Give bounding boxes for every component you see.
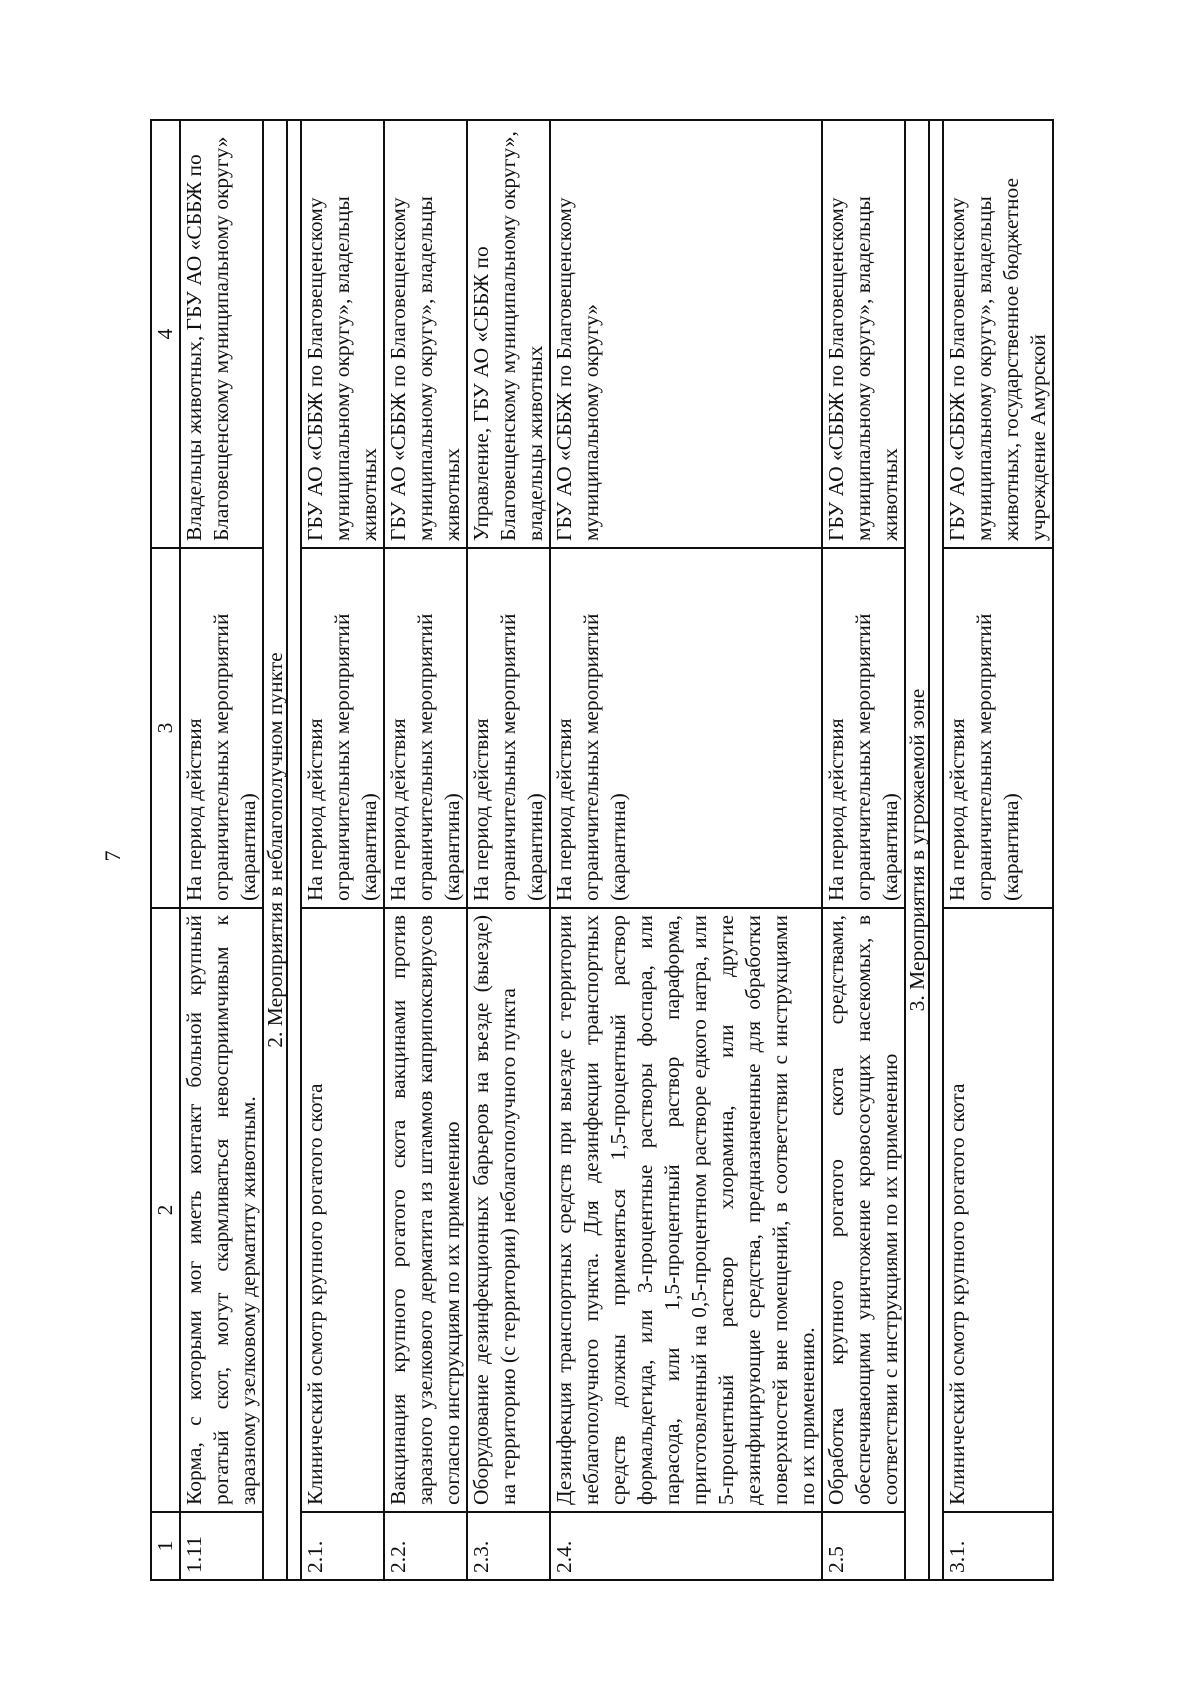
responsible-parties: ГБУ АО «СББЖ по Благовещенскому муниципальному округу», владельцы животных [301, 120, 384, 548]
row-number: 2.5 [822, 1512, 905, 1580]
table-header-row [151, 120, 180, 1580]
responsible-parties: ГБУ АО «СББЖ по Благовещенскому муниципальному округу», владельцы животных, государственное бюджетное учреждение Амурской [943, 120, 1053, 548]
column-header-4: 4 [151, 120, 180, 548]
row-number: 2.1. [301, 1512, 384, 1580]
measure-term: На период действия ограничительных мероприятий (карантина) [301, 548, 384, 908]
table-row [301, 120, 384, 1580]
measure-description: Дезинфекция транспортных средств при выезде с территории неблагополучного пункта. Для дезинфекции транспортных средств должны применяться 1,5-процентный раствор формальдегида, или 3-процентные растворы фоспара, или парасода, или 1,5-процентный раствор параформа, приготовленный на 0,5-процентном растворе едкого натра, или 5-процентный раствор хлорамина, или другие дезинфицирующие средства, предназначенные для обработки поверхностей вне помещений, в соответствии с инструкциями по их применению. [550, 908, 822, 1512]
measure-term: На период действия ограничительных мероприятий (карантина) [384, 548, 467, 908]
responsible-parties: ГБУ АО «СББЖ по Благовещенскому муниципальному округу» [550, 120, 822, 548]
measure-term: На период действия ограничительных мероприятий (карантина) [943, 548, 1053, 908]
table-row [943, 120, 1053, 1580]
row-number: 1.11 [180, 1512, 263, 1580]
table-row [384, 120, 467, 1580]
section-title: 2. Мероприятия в неблагополучном пункте [263, 120, 287, 1580]
measures-table-body [151, 120, 1053, 1580]
section-heading-row [263, 120, 287, 1580]
spacer-cell [287, 120, 301, 1580]
row-number: 2.4. [550, 1512, 822, 1580]
column-header-1: 1 [151, 1512, 180, 1580]
section-heading-row [905, 120, 929, 1580]
rotated-page-content [150, 121, 1090, 1581]
measure-term: На период действия ограничительных мероприятий (карантина) [550, 548, 822, 908]
measure-term: На период действия ограничительных мероприятий (карантина) [180, 548, 263, 908]
measure-term: На период действия ограничительных мероприятий (карантина) [467, 548, 550, 908]
column-header-2: 2 [151, 908, 180, 1512]
responsible-parties: ГБУ АО «СББЖ по Благовещенскому муниципальному округу», владельцы животных [822, 120, 905, 548]
spacer-row [929, 120, 943, 1580]
measure-term: На период действия ограничительных мероприятий (карантина) [822, 548, 905, 908]
section-title: 3. Мероприятия в угрожаемой зоне [905, 120, 929, 1580]
column-header-3: 3 [151, 548, 180, 908]
table-row [180, 120, 263, 1580]
responsible-parties: ГБУ АО «СББЖ по Благовещенскому муниципальному округу», владельцы животных [384, 120, 467, 548]
table-row [467, 120, 550, 1580]
measure-description: Оборудование дезинфекционных барьеров на въезде (выезде) на территорию (с территории) неблагополучного пункта [467, 908, 550, 1512]
measure-description: Обработка крупного рогатого скота средствами, обеспечивающими уничтожение кровососущих насекомых, в соответствии с инструкциями по их применению [822, 908, 905, 1512]
measure-description: Корма, с которыми мог иметь контакт больной крупный рогатый скот, могут скармливаться невосприимчивым к заразному узелковому дерматиту животным. [180, 908, 263, 1512]
table-row [550, 120, 822, 1580]
responsible-parties: Управление, ГБУ АО «СББЖ по Благовещенскому муниципальному округу», владельцы животных [467, 120, 550, 548]
row-number: 2.3. [467, 1512, 550, 1580]
row-number: 3.1. [943, 1512, 1053, 1580]
measure-description: Клинический осмотр крупного рогатого скота [301, 908, 384, 1512]
measure-description: Вакцинация крупного рогатого скота вакцинами против заразного узелкового дерматита из штаммов каприпоксвирусов согласно инструкциям по их применению [384, 908, 467, 1512]
table-row [822, 120, 905, 1580]
page-number: 7 [100, 850, 125, 862]
spacer-cell [929, 120, 943, 1580]
spacer-row [287, 120, 301, 1580]
measure-description: Клинический осмотр крупного рогатого скота [943, 908, 1053, 1512]
row-number: 2.2. [384, 1512, 467, 1580]
measures-table [150, 119, 1054, 1581]
responsible-parties: Владельцы животных, ГБУ АО «СББЖ по Благовещенскому муниципальному округу» [180, 120, 263, 548]
